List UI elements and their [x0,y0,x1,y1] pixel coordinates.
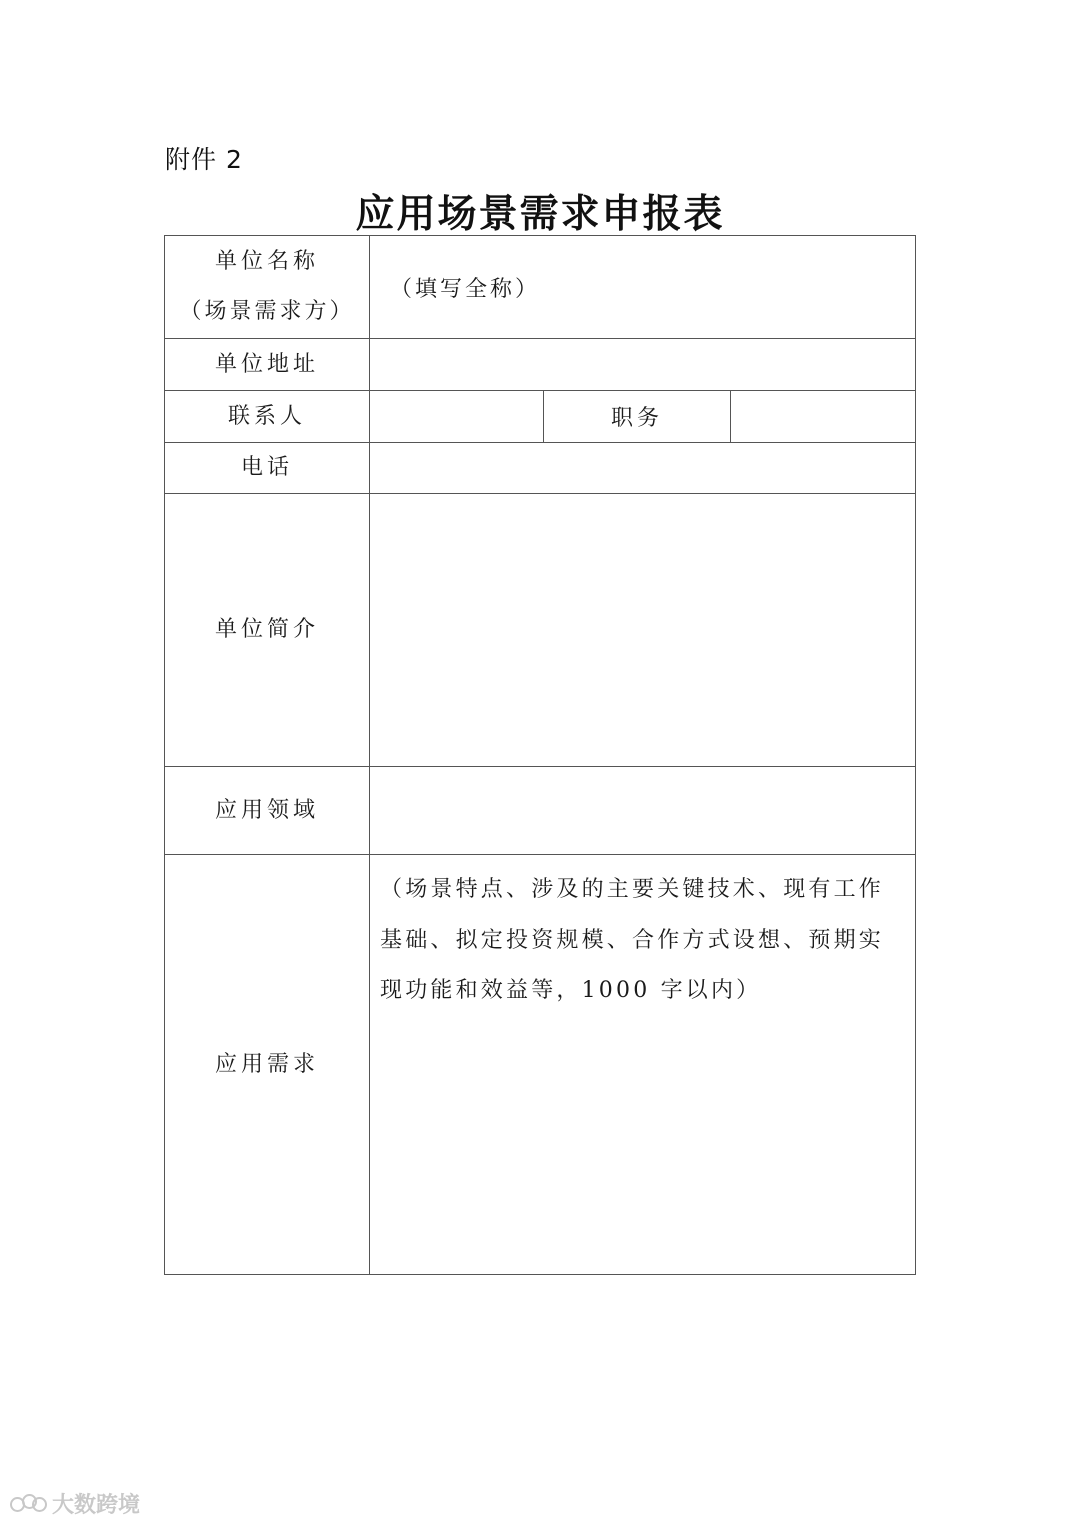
row-application-needs [165,855,915,1274]
unit-name-field[interactable] [390,236,540,338]
unit-intro-field[interactable] [370,494,915,766]
brand-logo-icon [10,1492,46,1516]
position-label [544,391,731,442]
watermark-text: 大数跨境 [52,1493,141,1518]
unit-address-label: 单位地址 [165,339,370,390]
form-title: 应用场景需求申报表 [355,191,725,237]
position-label-text: 职务 [610,406,663,431]
watermark [10,1488,140,1519]
application-needs-hint: （场景特点、涉及的主要关键技术、现有工作基础、拟定投资规模、合作方式设想、预期实现功能和效益等，1000 字以内） [380,877,885,1003]
application-field-label: 应用领域 [165,767,370,854]
row-unit-address [165,339,915,391]
row-unit-name [165,236,915,339]
unit-name-label-line2: （场景需求方） [179,299,355,324]
application-needs-field[interactable] [165,855,915,1274]
row-application-field [165,767,915,855]
contact-field[interactable] [370,391,544,442]
row-phone [165,443,915,494]
attachment-label: 附件 2 [165,145,243,174]
unit-name-label [165,236,370,338]
application-form-table [164,235,916,1275]
unit-name-hint: （填写全称） [390,276,541,302]
contact-label: 联系人 [165,391,370,442]
unit-name-label-line1: 单位名称 [214,249,319,274]
unit-intro-label: 单位简介 [165,494,370,766]
phone-label: 电话 [165,443,370,493]
unit-address-field[interactable] [370,339,915,390]
row-unit-intro [165,494,915,767]
application-field-field[interactable] [370,767,915,854]
phone-field[interactable] [370,443,915,493]
application-needs-label: 应用需求 [165,855,370,1274]
row-contact [165,391,915,443]
position-field[interactable] [731,391,915,442]
